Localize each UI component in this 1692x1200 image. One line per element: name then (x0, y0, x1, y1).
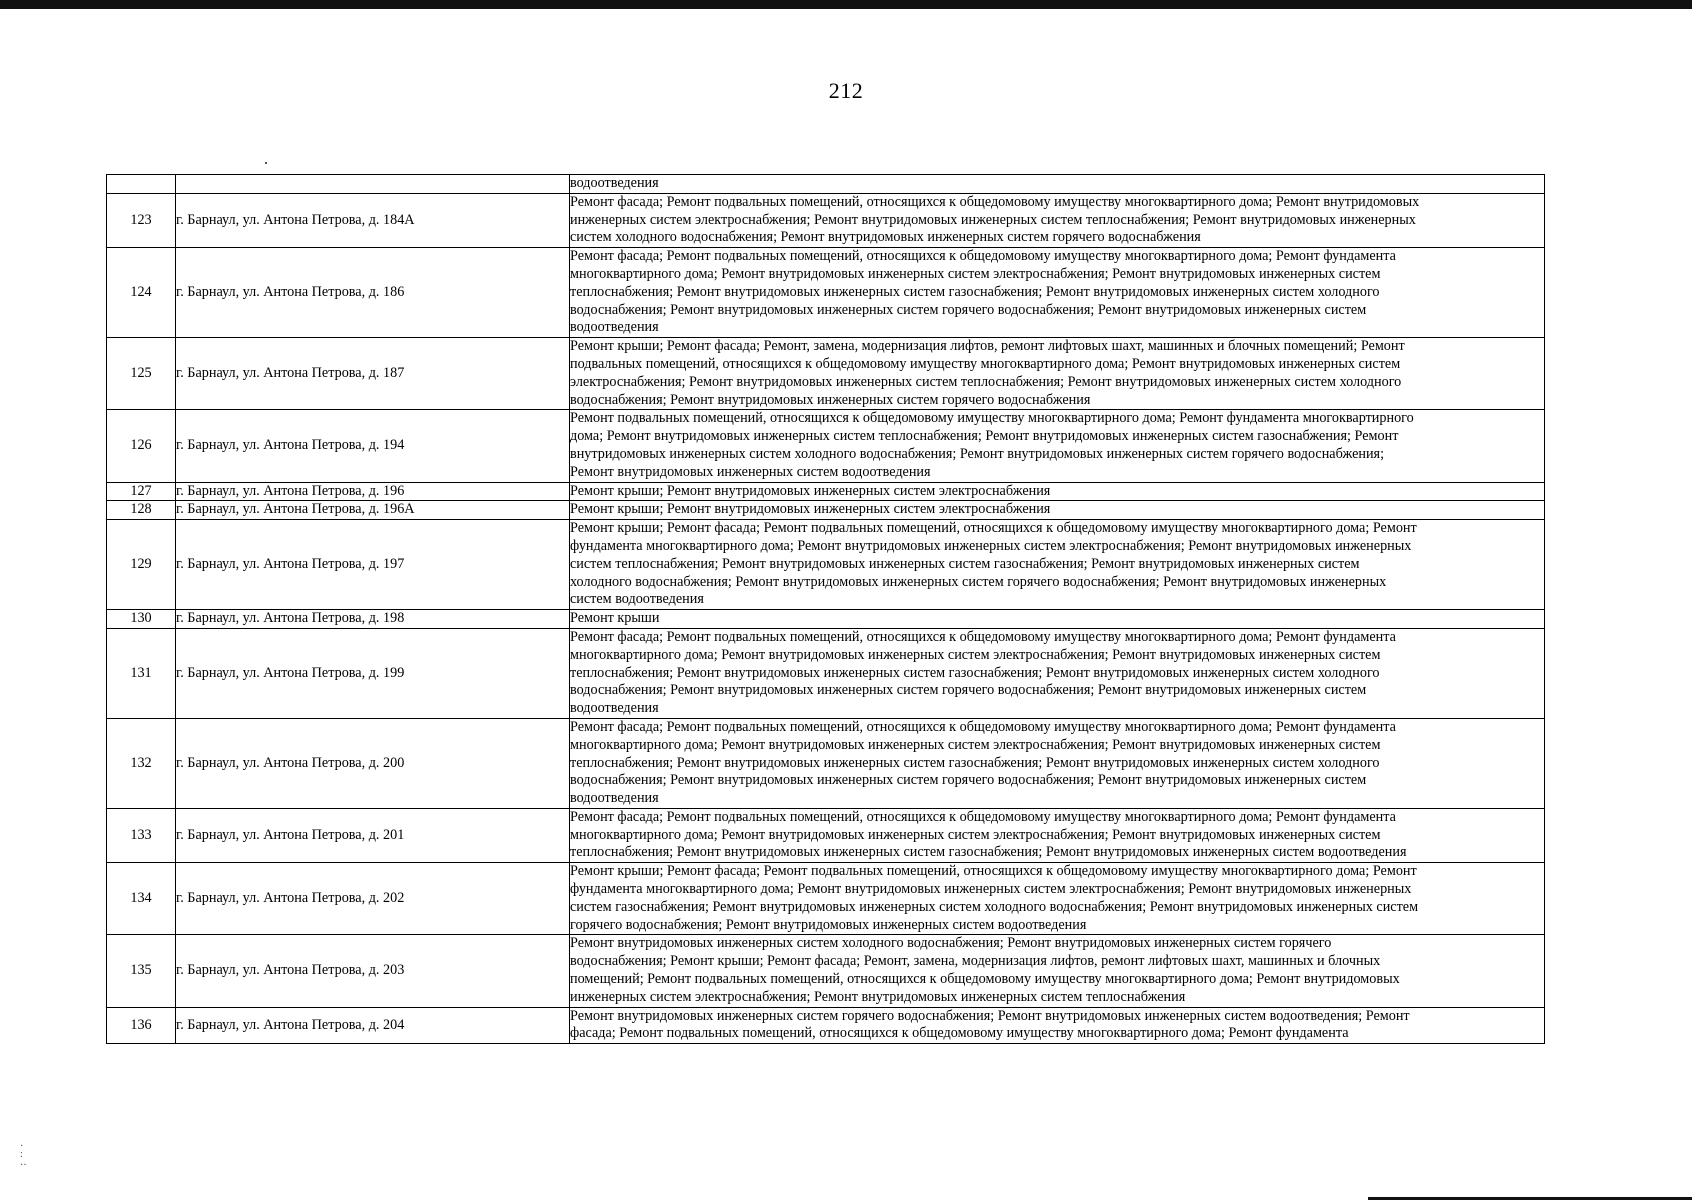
table-row (107, 1007, 1545, 1044)
table-row (107, 175, 1545, 194)
works-text-line: многоквартирного дома; Ремонт внутридомовых инженерных систем электроснабжения; Ремонт внутридомовых инженерных систем (570, 265, 1381, 282)
table-row (107, 520, 1545, 610)
works-text-line: внутридомовых инженерных систем холодного водоснабжения; Ремонт внутридомовых инженерных систем горячего водоснабжения; (570, 445, 1385, 462)
works-text-line: подвальных помещений, относящихся к общедомовому имуществу многоквартирного дома; Ремонт внутридомовых инженерных систем (570, 355, 1401, 372)
table-row (107, 501, 1545, 520)
address-cell: г. Барнаул, ул. Антона Петрова, д. 201 (176, 808, 570, 862)
works-text-line: Ремонт крыши; Ремонт фасада; Ремонт подвальных помещений, относящихся к общедомовому имуществу многоквартирного дома; Ремонт (570, 520, 1417, 537)
works-text-line: фундамента многоквартирного дома; Ремонт внутридомовых инженерных систем электроснабжения; Ремонт внутридомовых инженерных (570, 537, 1412, 554)
row-number-cell: 131 (107, 628, 176, 718)
row-number-cell: 133 (107, 808, 176, 862)
address-cell: г. Барнаул, ул. Антона Петрова, д. 200 (176, 718, 570, 808)
table-row (107, 628, 1545, 718)
row-number-cell: 130 (107, 610, 176, 629)
table-row (107, 338, 1545, 410)
works-text-line: инженерных систем электроснабжения; Ремонт внутридомовых инженерных систем теплоснабжения (570, 988, 1186, 1005)
row-number-cell: 127 (107, 482, 176, 501)
address-cell: г. Барнаул, ул. Антона Петрова, д. 187 (176, 338, 570, 410)
works-cell (570, 863, 1545, 935)
works-text-line: многоквартирного дома; Ремонт внутридомовых инженерных систем электроснабжения; Ремонт внутридомовых инженерных систем (570, 646, 1381, 663)
row-number-cell: 123 (107, 193, 176, 247)
row-number-cell: 124 (107, 248, 176, 338)
works-text-line: электроснабжения; Ремонт внутридомовых инженерных систем теплоснабжения; Ремонт внутридомовых инженерных систем холодного (570, 373, 1402, 390)
address-cell: г. Барнаул, ул. Антона Петрова, д. 196 (176, 482, 570, 501)
works-cell (570, 935, 1545, 1007)
works-text-line: теплоснабжения; Ремонт внутридомовых инженерных систем газоснабжения; Ремонт внутридомовых инженерных систем водоотведения (570, 844, 1407, 861)
works-cell (570, 482, 1545, 501)
works-cell (570, 610, 1545, 629)
works-text-line: Ремонт крыши; Ремонт внутридомовых инженерных систем электроснабжения (570, 501, 1051, 518)
works-text-line: горячего водоснабжения; Ремонт внутридомовых инженерных систем водоотведения (570, 916, 1087, 933)
works-cell (570, 338, 1545, 410)
works-text-line: дома; Ремонт внутридомовых инженерных систем теплоснабжения; Ремонт внутридомовых инженерных систем газоснабжения; Ремонт (570, 428, 1399, 445)
row-number-cell: 132 (107, 718, 176, 808)
works-text-line: систем газоснабжения; Ремонт внутридомовых инженерных систем холодного водоснабжения; Ремонт внутридомовых инженерных систем (570, 898, 1419, 915)
works-text-line: инженерных систем электроснабжения; Ремонт внутридомовых инженерных систем теплоснабжения; Ремонт внутридомовых инженерных (570, 211, 1416, 228)
works-cell (570, 501, 1545, 520)
works-text-line: Ремонт крыши; Ремонт внутридомовых инженерных систем электроснабжения (570, 482, 1051, 499)
works-text-line: Ремонт фасада; Ремонт подвальных помещений, относящихся к общедомовому имуществу многоквартирного дома; Ремонт фундамента (570, 248, 1396, 265)
works-text-line: водоснабжения; Ремонт внутридомовых инженерных систем горячего водоснабжения; Ремонт внутридомовых инженерных систем (570, 772, 1367, 789)
works-text-line: систем теплоснабжения; Ремонт внутридомовых инженерных систем газоснабжения; Ремонт внутридомовых инженерных систем (570, 555, 1360, 572)
works-text-line: Ремонт внутридомовых инженерных систем холодного водоснабжения; Ремонт внутридомовых инженерных систем горячего (570, 935, 1332, 952)
table-row (107, 718, 1545, 808)
works-text-line: Ремонт фасада; Ремонт подвальных помещений, относящихся к общедомовому имуществу многоквартирного дома; Ремонт фундамента (570, 718, 1396, 735)
table-row (107, 248, 1545, 338)
row-number-cell: 129 (107, 520, 176, 610)
works-cell (570, 808, 1545, 862)
table-row (107, 193, 1545, 247)
row-number-cell: 128 (107, 501, 176, 520)
works-cell (570, 520, 1545, 610)
works-cell (570, 628, 1545, 718)
address-cell: г. Барнаул, ул. Антона Петрова, д. 202 (176, 863, 570, 935)
works-text-line: Ремонт внутридомовых инженерных систем водоотведения (570, 463, 931, 480)
works-cell (570, 718, 1545, 808)
address-cell: г. Барнаул, ул. Антона Петрова, д. 194 (176, 410, 570, 482)
works-text-line: многоквартирного дома; Ремонт внутридомовых инженерных систем электроснабжения; Ремонт внутридомовых инженерных систем (570, 826, 1381, 843)
table-row (107, 610, 1545, 629)
works-text-line: водоснабжения; Ремонт внутридомовых инженерных систем горячего водоснабжения; Ремонт внутридомовых инженерных систем (570, 682, 1367, 699)
table-body (107, 175, 1545, 1044)
table-row (107, 808, 1545, 862)
scan-margin-marks: · : ‥ (20, 1141, 27, 1168)
address-cell: г. Барнаул, ул. Антона Петрова, д. 204 (176, 1007, 570, 1044)
table-row (107, 410, 1545, 482)
scan-speck (265, 162, 267, 164)
works-cell (570, 410, 1545, 482)
row-number-cell: 135 (107, 935, 176, 1007)
works-text-line: фасада; Ремонт подвальных помещений, относящихся к общедомовому имуществу многоквартирного дома; Ремонт фундамента (570, 1025, 1349, 1042)
address-cell: г. Барнаул, ул. Антона Петрова, д. 186 (176, 248, 570, 338)
table-row (107, 935, 1545, 1007)
row-number-cell: 134 (107, 863, 176, 935)
works-cell (570, 175, 1545, 194)
row-number-cell: 126 (107, 410, 176, 482)
works-text-line: теплоснабжения; Ремонт внутридомовых инженерных систем газоснабжения; Ремонт внутридомовых инженерных систем холодного (570, 754, 1380, 771)
works-text-line: водоснабжения; Ремонт крыши; Ремонт фасада; Ремонт, замена, модернизация лифтов, ремонт лифтовых шахт, машинных и блочных (570, 953, 1381, 970)
works-text-line: систем холодного водоснабжения; Ремонт внутридомовых инженерных систем горячего водоснабжения (570, 229, 1201, 246)
row-number-cell: 136 (107, 1007, 176, 1044)
address-cell: г. Барнаул, ул. Антона Петрова, д. 198 (176, 610, 570, 629)
repair-works-table (106, 174, 1545, 1044)
works-text-line: Ремонт фасада; Ремонт подвальных помещений, относящихся к общедомовому имуществу многоквартирного дома; Ремонт внутридомовых (570, 193, 1420, 210)
works-text-line: водоотведения (570, 700, 659, 717)
works-text-line: Ремонт крыши; Ремонт фасада; Ремонт, замена, модернизация лифтов, ремонт лифтовых шахт, машинных и блочных помещений; Ремонт (570, 338, 1405, 355)
scan-top-border (0, 0, 1692, 9)
works-text-line: водоотведения (570, 790, 659, 807)
row-number-cell (107, 175, 176, 194)
table-row (107, 863, 1545, 935)
works-cell (570, 1007, 1545, 1044)
address-cell: г. Барнаул, ул. Антона Петрова, д. 196А (176, 501, 570, 520)
works-text-line: многоквартирного дома; Ремонт внутридомовых инженерных систем электроснабжения; Ремонт внутридомовых инженерных систем (570, 736, 1381, 753)
row-number-cell: 125 (107, 338, 176, 410)
works-text-line: Ремонт фасада; Ремонт подвальных помещений, относящихся к общедомовому имуществу многоквартирного дома; Ремонт фундамента (570, 808, 1396, 825)
works-text-line: водоснабжения; Ремонт внутридомовых инженерных систем горячего водоснабжения (570, 391, 1091, 408)
table-row (107, 482, 1545, 501)
works-text-line: Ремонт внутридомовых инженерных систем горячего водоснабжения; Ремонт внутридомовых инженерных систем водоотведения; Ремонт (570, 1007, 1410, 1024)
works-text-line: Ремонт крыши (570, 610, 660, 627)
works-text-line: теплоснабжения; Ремонт внутридомовых инженерных систем газоснабжения; Ремонт внутридомовых инженерных систем холодного (570, 664, 1380, 681)
works-text-line: водоотведения (570, 319, 659, 336)
works-text-line: фундамента многоквартирного дома; Ремонт внутридомовых инженерных систем электроснабжения; Ремонт внутридомовых инженерных (570, 881, 1412, 898)
address-cell: г. Барнаул, ул. Антона Петрова, д. 203 (176, 935, 570, 1007)
works-text-line: Ремонт подвальных помещений, относящихся к общедомовому имуществу многоквартирного дома; Ремонт фундамента многоквартирного (570, 410, 1414, 427)
works-text-line: холодного водоснабжения; Ремонт внутридомовых инженерных систем горячего водоснабжения; Ремонт внутридомовых инженерных (570, 573, 1387, 590)
works-cell (570, 248, 1545, 338)
page-number: 212 (828, 78, 864, 103)
address-cell: г. Барнаул, ул. Антона Петрова, д. 184А (176, 193, 570, 247)
works-text-line: водоотведения (570, 175, 659, 191)
address-cell: г. Барнаул, ул. Антона Петрова, д. 199 (176, 628, 570, 718)
works-text-line: Ремонт крыши; Ремонт фасада; Ремонт подвальных помещений, относящихся к общедомовому имуществу многоквартирного дома; Ремонт (570, 863, 1417, 880)
works-cell (570, 193, 1545, 247)
works-text-line: Ремонт фасада; Ремонт подвальных помещений, относящихся к общедомовому имуществу многоквартирного дома; Ремонт фундамента (570, 628, 1396, 645)
works-text-line: теплоснабжения; Ремонт внутридомовых инженерных систем газоснабжения; Ремонт внутридомовых инженерных систем холодного (570, 283, 1380, 300)
works-text-line: помещений; Ремонт подвальных помещений, относящихся к общедомовому имуществу многоквартирного дома; Ремонт внутридомовых (570, 971, 1400, 988)
address-cell: г. Барнаул, ул. Антона Петрова, д. 197 (176, 520, 570, 610)
address-cell (176, 175, 570, 194)
works-text-line: систем водоотведения (570, 591, 704, 608)
works-text-line: водоснабжения; Ремонт внутридомовых инженерных систем горячего водоснабжения; Ремонт внутридомовых инженерных систем (570, 301, 1367, 318)
